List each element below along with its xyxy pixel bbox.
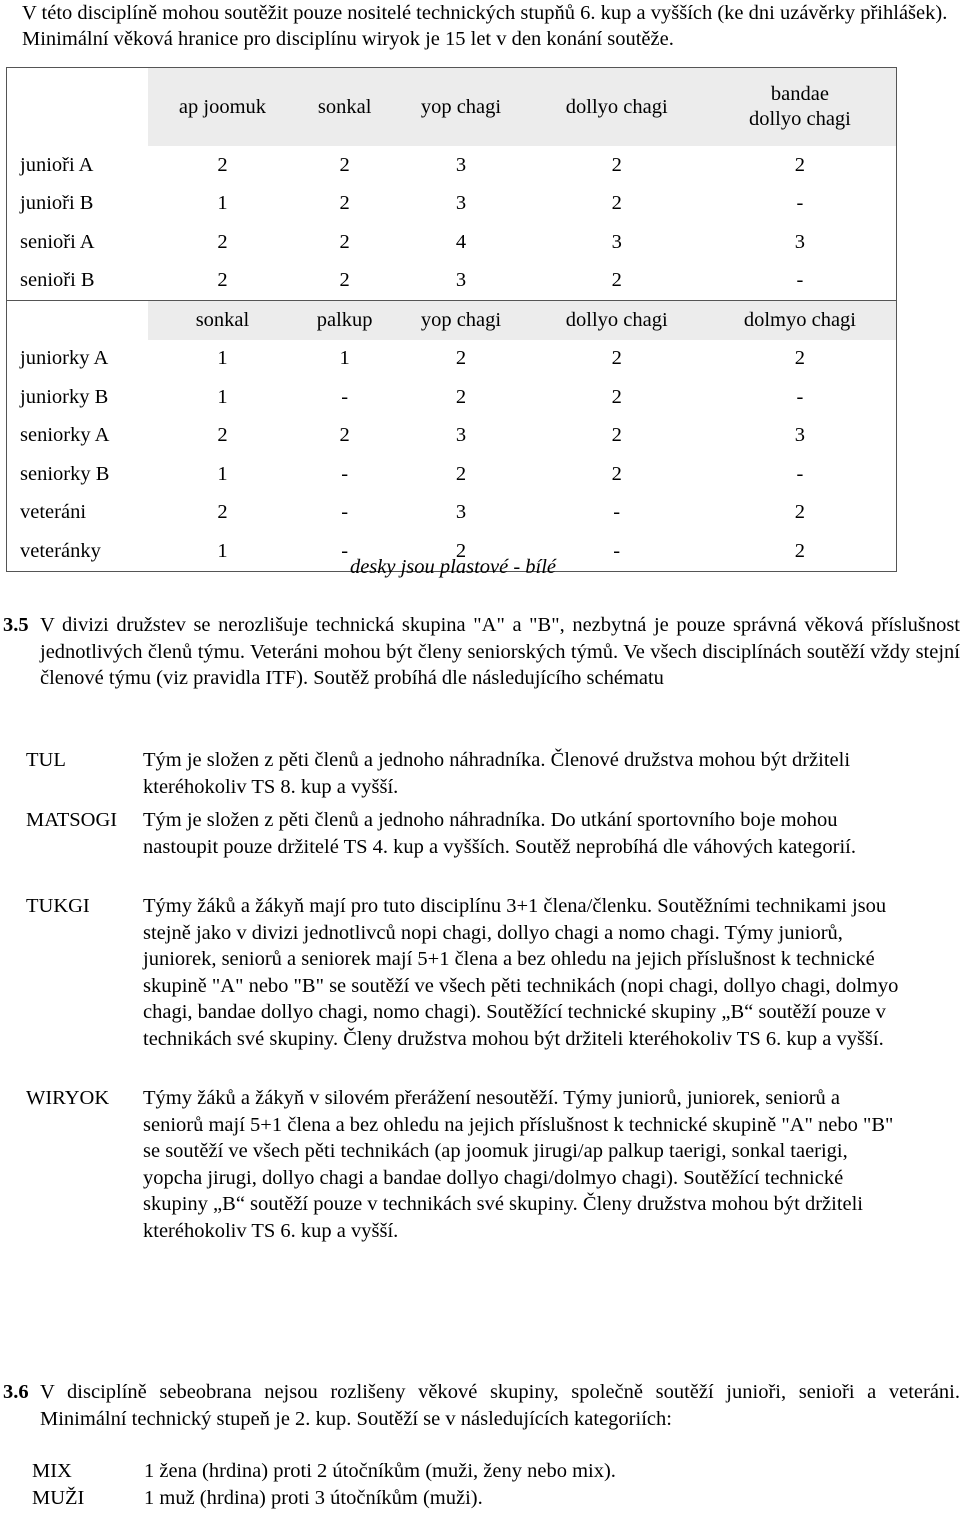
header-empty-cell — [7, 68, 149, 147]
category-text: 1 žena (hrdina) proti 2 útočníkům (muži, ženy nebo mix). — [144, 1460, 616, 1482]
table-cell: 2 — [611, 153, 622, 176]
row-label: veteráni — [7, 494, 149, 533]
table-cell: 2 — [339, 269, 350, 292]
header-cell: sonkal — [148, 301, 297, 340]
table-cell: 3 — [455, 424, 467, 447]
section-text: V divizi družstev se nerozlišuje technická skupina "A" a "B", nezbytná je pouze správná věková příslušnost jednotlivých členů týmu. Veteráni mohou být členy seniorských týmů. Ve všech disciplínách soutěží vždy stejní členové týmu (viz pravidla ITF). Soutěž probíhá dle následujícího schématu — [40, 614, 960, 689]
discipline-text: Tým je složen z pěti členů a jednoho náhradníka. Členové družstva mohou být držiteli kteréhokoliv TS 8. kup a vyšší. — [143, 749, 851, 798]
row-label: junioři A — [7, 146, 149, 185]
row-label: seniorky B — [7, 455, 149, 494]
table-row — [7, 185, 897, 224]
table-cell: 3 — [455, 269, 467, 292]
table-cell: - — [341, 385, 349, 408]
table-cell: 2 — [217, 424, 228, 447]
table-header-row — [7, 68, 897, 147]
table-cell: 1 — [217, 192, 228, 215]
table-cell: 1 — [217, 385, 228, 408]
row-label: senioři B — [7, 262, 149, 301]
header-cell: palkup — [297, 301, 392, 340]
discipline-text: Tým je složen z pěti členů a jednoho náhradníka. Do utkání sportovního boje mohou nastoupit pouze držitelé TS 4. kup a vyšších. Soutěž neprobíhá dle váhových kategorií. — [143, 809, 856, 858]
table-cell: 2 — [704, 340, 897, 379]
table-cell: - — [341, 501, 349, 524]
header-line: bandae — [770, 83, 829, 105]
header-cell: dollyo chagi — [530, 301, 704, 340]
section-3-5 — [3, 612, 960, 692]
table-cell: 2 — [455, 462, 467, 485]
table-cell: - — [704, 455, 897, 494]
table-cell: 4 — [455, 230, 467, 253]
table-cell: - — [704, 378, 897, 417]
discipline-label: MATSOGI — [26, 809, 118, 831]
table-cell: 2 — [217, 269, 228, 292]
category-text: 1 muž (hrdina) proti 3 útočníkům (muži). — [144, 1487, 483, 1509]
table-cell: 2 — [217, 153, 228, 176]
table-cell: - — [530, 532, 704, 571]
table-cell: 2 — [339, 424, 350, 447]
section-text: V disciplíně sebeobrana nejsou rozlišeny věkové skupiny, společně soutěží junioři, senioři a veteráni. Minimální technický stupeň je 2. kup. Soutěží se v následujících kategoriích: — [40, 1381, 960, 1430]
table-cell: - — [341, 462, 349, 485]
table-header-row — [7, 301, 897, 340]
header-cell-two-line — [704, 68, 897, 147]
section-3-6 — [3, 1379, 960, 1432]
table-cell: 2 — [704, 146, 897, 185]
header-cell: yop chagi — [392, 68, 529, 147]
section-number: 3.6 — [3, 1381, 29, 1403]
row-label: veteránky — [7, 532, 149, 571]
intro-paragraph: V této disciplíně mohou soutěžit pouze nositelé technických stupňů 6. kup a vyšších (ke dni uzávěrky přihlášek). Minimální věková hranice pro disciplínu wiryok je 15 let v den konání soutěže. — [22, 2, 948, 50]
row-label: junioři B — [7, 185, 149, 224]
table-cell: 2 — [611, 192, 622, 215]
table-cell: 2 — [704, 494, 897, 533]
table-cell: 2 — [455, 347, 467, 370]
techniques-table — [6, 67, 897, 572]
discipline-label: WIRYOK — [26, 1087, 110, 1109]
header-empty-cell — [7, 301, 149, 340]
table-cell: 2 — [339, 192, 350, 215]
discipline-label: TUKGI — [26, 895, 90, 917]
row-label: senioři A — [7, 223, 149, 262]
table-cell: - — [297, 532, 392, 571]
table-cell: 3 — [455, 153, 467, 176]
table-cell: 2 — [611, 385, 622, 408]
table-row — [7, 262, 897, 301]
header-cell: sonkal — [297, 68, 392, 147]
table-cell: 2 — [611, 269, 622, 292]
category-label: MUŽI — [32, 1487, 85, 1509]
table-cell: 1 — [148, 532, 297, 571]
table-row — [7, 455, 897, 494]
table-cell: 2 — [704, 532, 897, 571]
header-cell: ap joomuk — [148, 68, 297, 147]
row-label: juniorky B — [7, 378, 149, 417]
table-cell: 3 — [611, 230, 622, 253]
table-row — [7, 494, 897, 533]
discipline-text: Týmy žáků a žákyň v silovém přerážení nesoutěží. Týmy juniorů, juniorek, seniorů a seniorů mají 5+1 člena a bez ohledu na jejich příslušnost k technické skupině "A" nebo "B" se soutěží ve všech pěti technikách (ap joomuk jirugi/ap palkup taerigi, sonkal taerigi, yopcha jirugi, dollyo chagi a bandae dollyo chagi/dolmyo chagi). Soutěžící technické skupiny „B“ soutěží pouze v technikách své skupiny. Členy družstva mohou být držiteli kteréhokoliv TS 6. kup a vyšší. — [143, 1087, 894, 1242]
table-row — [7, 378, 897, 417]
category-label: MIX — [32, 1460, 72, 1482]
table-cell: 2 — [392, 532, 529, 571]
table-cell: 3 — [704, 223, 897, 262]
discipline-text: Týmy žáků a žákyň mají pro tuto disciplínu 3+1 člena/členku. Soutěžními technikami jsou stejně jako v divizi jednotlivců nopi chagi, dollyo chagi a nomo chagi. Týmy juniorů, juniorek, seniorů a seniorek mají 5+1 člena a bez ohledu na jejich příslušnost k technické skupině "A" nebo "B" se soutěží ve všech pěti technikách (nopi chagi, dollyo chagi, dolmyo chagi, bandae dollyo chagi, nomo chagi). Soutěžící technické skupiny „B“ soutěží pouze v technikách své skupiny. Členy družstva mohou být držiteli kteréhokoliv TS 6. kup a vyšší. — [143, 895, 899, 1050]
header-cell: dolmyo chagi — [704, 301, 897, 340]
table-caption: desky jsou plastové - bílé — [349, 556, 557, 578]
table-cell: 2 — [339, 153, 350, 176]
table-cell: 2 — [217, 230, 228, 253]
row-label: seniorky A — [7, 417, 149, 456]
table-cell: 2 — [455, 385, 467, 408]
table-cell: 2 — [217, 501, 228, 524]
table-row — [7, 146, 897, 185]
table-cell: 1 — [217, 347, 228, 370]
header-cell: dollyo chagi — [530, 68, 704, 147]
table-cell: 3 — [455, 501, 467, 524]
table-cell: 1 — [339, 347, 350, 370]
table-row — [7, 417, 897, 456]
section-number: 3.5 — [3, 614, 29, 636]
header-cell: yop chagi — [392, 301, 529, 340]
table-row — [7, 223, 897, 262]
table-cell: 2 — [611, 347, 622, 370]
table-cell: - — [704, 185, 897, 224]
table-row — [7, 340, 897, 379]
discipline-label: TUL — [26, 749, 66, 771]
table-cell: - — [704, 262, 897, 301]
table-cell: 2 — [611, 462, 622, 485]
table-cell: 2 — [339, 230, 350, 253]
table-cell: 3 — [704, 417, 897, 456]
header-line: dollyo chagi — [748, 108, 851, 130]
table-cell: - — [613, 501, 621, 524]
table-cell: 3 — [455, 192, 467, 215]
row-label: juniorky A — [7, 340, 149, 379]
table-cell: 1 — [217, 462, 228, 485]
table-cell: 2 — [611, 424, 622, 447]
